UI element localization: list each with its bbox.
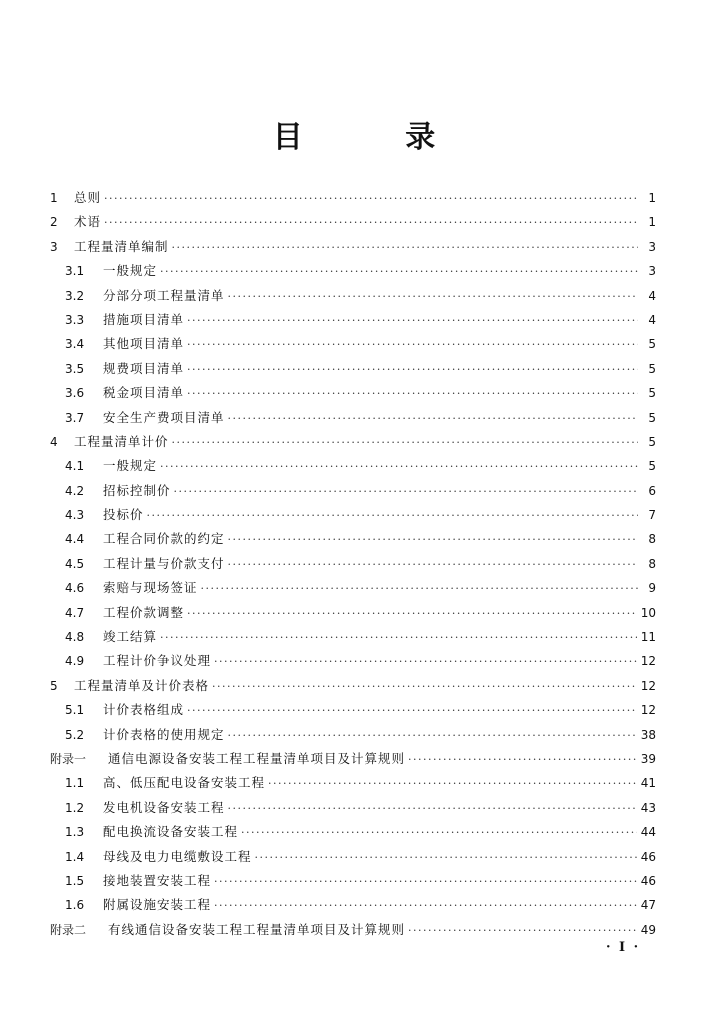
toc-entry-page: 3 [648, 239, 656, 254]
toc-entry [50, 210, 656, 234]
toc-entry-page: 6 [648, 483, 656, 498]
toc-entry-page: 8 [648, 556, 656, 571]
dot-leader [172, 236, 638, 260]
toc-entry [50, 381, 656, 405]
toc-entry-label: 招标控制价 [103, 482, 171, 498]
toc-entry-page: 11 [640, 630, 656, 645]
toc-entry-number: 1.4 [65, 849, 85, 864]
toc-entry [50, 454, 656, 478]
toc-entry-label: 索赔与现场签证 [103, 580, 198, 596]
toc-entry [50, 308, 656, 332]
page-folio: · I · [606, 940, 641, 955]
toc-entry-page: 47 [640, 898, 656, 913]
toc-entry-page: 4 [648, 288, 656, 303]
toc-entry-page: 3 [648, 264, 656, 279]
toc-entry-number: 1.1 [65, 776, 85, 791]
toc-entry [50, 430, 656, 454]
toc-entry-number: 3.6 [65, 386, 85, 401]
dot-leader [255, 846, 637, 870]
dot-leader [228, 407, 638, 431]
toc-entry-number: 3.4 [65, 337, 85, 352]
toc-entry-page: 12 [640, 654, 656, 669]
toc-entry-number: 3.3 [65, 312, 85, 327]
dot-leader [187, 333, 638, 357]
toc-entry-number: 1 [50, 191, 58, 205]
toc-entry-number: 4.9 [65, 654, 85, 669]
toc-entry [50, 601, 656, 625]
toc-entry-number: 3 [50, 239, 58, 254]
toc-entry-number: 5 [50, 678, 58, 693]
toc-entry [50, 771, 656, 795]
toc-entry [50, 820, 656, 844]
toc-entry-label: 通信电源设备安装工程工程量清单项目及计算规则 [108, 750, 406, 766]
toc-entry-number: 2 [50, 215, 58, 230]
toc-entry-number: 4.2 [65, 483, 85, 498]
toc-entry-number: 4.6 [65, 581, 85, 596]
toc-entry-label: 附属设施安装工程 [103, 897, 212, 913]
dot-leader [160, 260, 638, 284]
toc-entry-label: 工程合同价款的约定 [103, 531, 225, 547]
toc-entry-label: 发电机设备安装工程 [103, 799, 225, 815]
toc-entry-page: 38 [640, 727, 656, 742]
toc-entry-page: 5 [648, 337, 656, 352]
toc-entry-page: 5 [648, 459, 656, 474]
toc-entry [50, 259, 656, 283]
toc-entry-number: 4.8 [65, 630, 85, 645]
toc-entry [50, 698, 656, 722]
toc-entry-page: 39 [640, 751, 656, 766]
toc-entry [50, 503, 656, 527]
toc-entry-label: 工程量清单编制 [74, 238, 169, 254]
toc-entry [50, 918, 656, 942]
dot-leader [147, 504, 638, 528]
toc-entry-page: 44 [640, 825, 656, 840]
toc-entry-number: 3.1 [65, 264, 85, 279]
toc-entry-number: 5.2 [65, 727, 85, 742]
toc-entry-page: 46 [640, 849, 656, 864]
dot-leader [228, 724, 637, 748]
toc-entry-label: 分部分项工程量清单 [103, 287, 225, 303]
dot-leader [160, 626, 637, 650]
toc-entry-number: 1.6 [65, 898, 85, 913]
toc-entry [50, 723, 656, 747]
toc-entry-label: 规费项目清单 [103, 360, 185, 376]
dot-leader [228, 797, 637, 821]
toc-entry-number: 1.3 [65, 825, 85, 840]
toc-entry-page: 10 [640, 605, 656, 620]
toc-entry-label: 工程量清单及计价表格 [74, 677, 210, 693]
dot-leader [228, 528, 638, 552]
toc-entry-label: 工程量清单计价 [74, 433, 169, 449]
toc-entry-label: 一般规定 [103, 263, 158, 279]
dot-leader [228, 553, 638, 577]
toc-entry-label: 高、低压配电设备安装工程 [103, 775, 266, 791]
dot-leader [160, 455, 638, 479]
dot-leader [104, 187, 638, 211]
toc-entry-page: 5 [648, 386, 656, 401]
toc-entry-label: 工程计价争议处理 [103, 653, 212, 669]
dot-leader [268, 772, 637, 796]
dot-leader [187, 382, 638, 406]
toc-entry-label: 其他项目清单 [103, 336, 185, 352]
toc-entry-number: 1.2 [65, 800, 85, 815]
toc-entry [50, 747, 656, 771]
toc-entry [50, 796, 656, 820]
toc-entry-page: 41 [640, 776, 656, 791]
toc-entry-label: 配电换流设备安装工程 [103, 824, 239, 840]
toc-entry-number: 4.3 [65, 508, 85, 523]
dot-leader [241, 821, 637, 845]
toc-entry-label: 有线通信设备安装工程工程量清单项目及计算规则 [108, 921, 406, 937]
toc-entry [50, 479, 656, 503]
toc-entry-label: 投标价 [103, 507, 144, 523]
toc-entry [50, 552, 656, 576]
toc-entry-page: 43 [640, 800, 656, 815]
toc-entry-page: 7 [648, 508, 656, 523]
toc-entry-page: 46 [640, 873, 656, 888]
dot-leader [104, 211, 638, 235]
toc-entry-number: 4.5 [65, 556, 85, 571]
toc-entry-number: 3.5 [65, 361, 85, 376]
toc-entry-label: 术语 [74, 214, 102, 230]
toc-entry-page: 5 [648, 434, 656, 449]
toc-entry-label: 计价表格组成 [103, 702, 185, 718]
toc-entry-page: 12 [640, 678, 656, 693]
toc-entry [50, 674, 656, 698]
toc-entry [50, 186, 656, 210]
toc-entry-page: 4 [648, 312, 656, 327]
toc-entry [50, 845, 656, 869]
toc-entry-label: 一般规定 [103, 458, 158, 474]
dot-leader [214, 894, 637, 918]
toc-entry-page: 8 [648, 532, 656, 547]
toc-entry-page: 5 [648, 361, 656, 376]
toc-entry-label: 安全生产费项目清单 [103, 409, 225, 425]
toc-entry-page: 5 [648, 410, 656, 425]
toc-entry-page: 49 [640, 922, 656, 937]
toc-entry [50, 284, 656, 308]
toc-entry-number: 3.7 [65, 410, 85, 425]
toc-entry-label: 接地装置安装工程 [103, 872, 212, 888]
toc-entry-label: 税金项目清单 [103, 385, 185, 401]
toc-entry [50, 527, 656, 551]
toc-entry-number: 4.1 [65, 459, 85, 474]
toc-entry-number: 5.1 [65, 703, 85, 718]
toc-entry [50, 893, 656, 917]
toc-entry [50, 357, 656, 381]
toc-entry-label: 工程计量与价款支付 [103, 555, 225, 571]
toc-entry-label: 母线及电力电缆敷设工程 [103, 848, 252, 864]
toc-entry [50, 235, 656, 259]
dot-leader [187, 309, 638, 333]
dot-leader [408, 919, 637, 943]
page-title: 目 录 [272, 120, 482, 155]
toc-entry-number: 附录二 [50, 922, 87, 937]
toc-entry-number: 4.7 [65, 605, 85, 620]
dot-leader [228, 285, 638, 309]
toc-entry-number: 4 [50, 434, 58, 449]
toc-entry-label: 工程价款调整 [103, 604, 185, 620]
dot-leader [214, 650, 637, 674]
toc-entry-label: 计价表格的使用规定 [103, 726, 225, 742]
toc-entry [50, 869, 656, 893]
toc-entry-page: 9 [648, 581, 656, 596]
toc-entry [50, 406, 656, 430]
toc-entry [50, 332, 656, 356]
dot-leader [214, 870, 637, 894]
toc-entry-label: 措施项目清单 [103, 311, 185, 327]
toc-entry-number: 3.2 [65, 288, 85, 303]
toc-entry-number: 4.4 [65, 532, 85, 547]
toc-entry-number: 1.5 [65, 873, 85, 888]
toc-entry-page: 12 [640, 703, 656, 718]
toc-entry [50, 649, 656, 673]
dot-leader [187, 358, 638, 382]
dot-leader [174, 480, 638, 504]
toc-entry-label: 总则 [74, 190, 102, 205]
toc-entry-number: 附录一 [50, 751, 87, 766]
table-of-contents [50, 186, 656, 942]
dot-leader [172, 431, 638, 455]
dot-leader [212, 675, 637, 699]
toc-entry-label: 竣工结算 [103, 629, 158, 645]
toc-entry-page: 1 [648, 191, 656, 205]
dot-leader [187, 699, 637, 723]
dot-leader [408, 748, 637, 772]
dot-leader [187, 602, 637, 626]
toc-entry-page: 1 [648, 215, 656, 230]
toc-entry [50, 625, 656, 649]
toc-entry [50, 576, 656, 600]
dot-leader [201, 577, 638, 601]
